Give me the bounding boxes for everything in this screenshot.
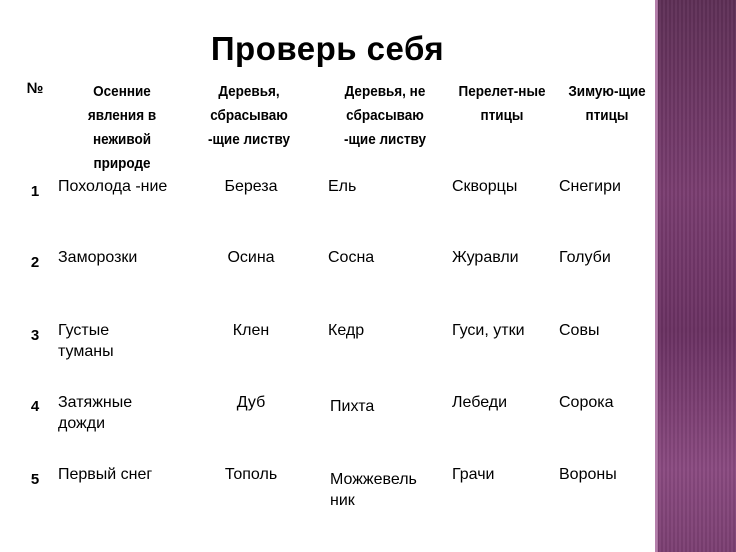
table-cell: Сорока (559, 394, 614, 411)
table-cell: Вороны (559, 466, 617, 483)
table-cell: Скворцы (452, 178, 518, 195)
header-migratory-birds: Перелет-ные птицы (458, 83, 546, 124)
table-cell: Заморозки (58, 249, 138, 266)
table-cell: Похолода -ние (58, 178, 168, 195)
table-cell: Ель (328, 178, 357, 195)
table-cell: Сосна (328, 249, 375, 266)
table-cell: Голуби (559, 249, 611, 266)
table-cell: Лебеди (452, 394, 508, 411)
row-number: 1 (30, 183, 40, 200)
table-cell: Затяжные дожди (58, 394, 133, 432)
table-cell: Снегири (559, 178, 621, 195)
table-cell: Дуб (236, 394, 266, 411)
table-cell: Гуси, утки (452, 322, 525, 339)
table-cell: Первый снег (58, 466, 153, 483)
header-deciduous-trees: Деревья, сбрасываю -щие листву (208, 83, 290, 148)
table-cell: Грачи (452, 466, 495, 483)
header-number: № (26, 80, 44, 97)
row-number: 3 (30, 327, 40, 344)
header-evergreen-trees: Деревья, не сбрасываю -щие листву (344, 83, 426, 148)
row-number: 5 (30, 471, 40, 488)
table-cell: Пихта (330, 398, 375, 415)
table-cell: Тополь (224, 466, 278, 483)
table-cell: Береза (224, 178, 278, 195)
table-cell: Густые туманы (58, 322, 114, 360)
table-cell: Совы (559, 322, 600, 339)
row-number: 2 (30, 254, 40, 271)
table-cell: Осина (227, 249, 275, 266)
row-number: 4 (30, 398, 40, 415)
page-title: Проверь себя (210, 30, 445, 67)
table-cell: Кедр (328, 322, 365, 339)
decorative-sidebar (655, 0, 736, 552)
table-cell: Можжевель ник (330, 471, 417, 509)
header-inanimate-phenomena: Осенние явления в неживой природе (87, 83, 157, 172)
table-cell: Журавли (452, 249, 519, 266)
table-cell: Клен (232, 322, 270, 339)
header-wintering-birds: Зимую-щие птицы (568, 83, 646, 124)
